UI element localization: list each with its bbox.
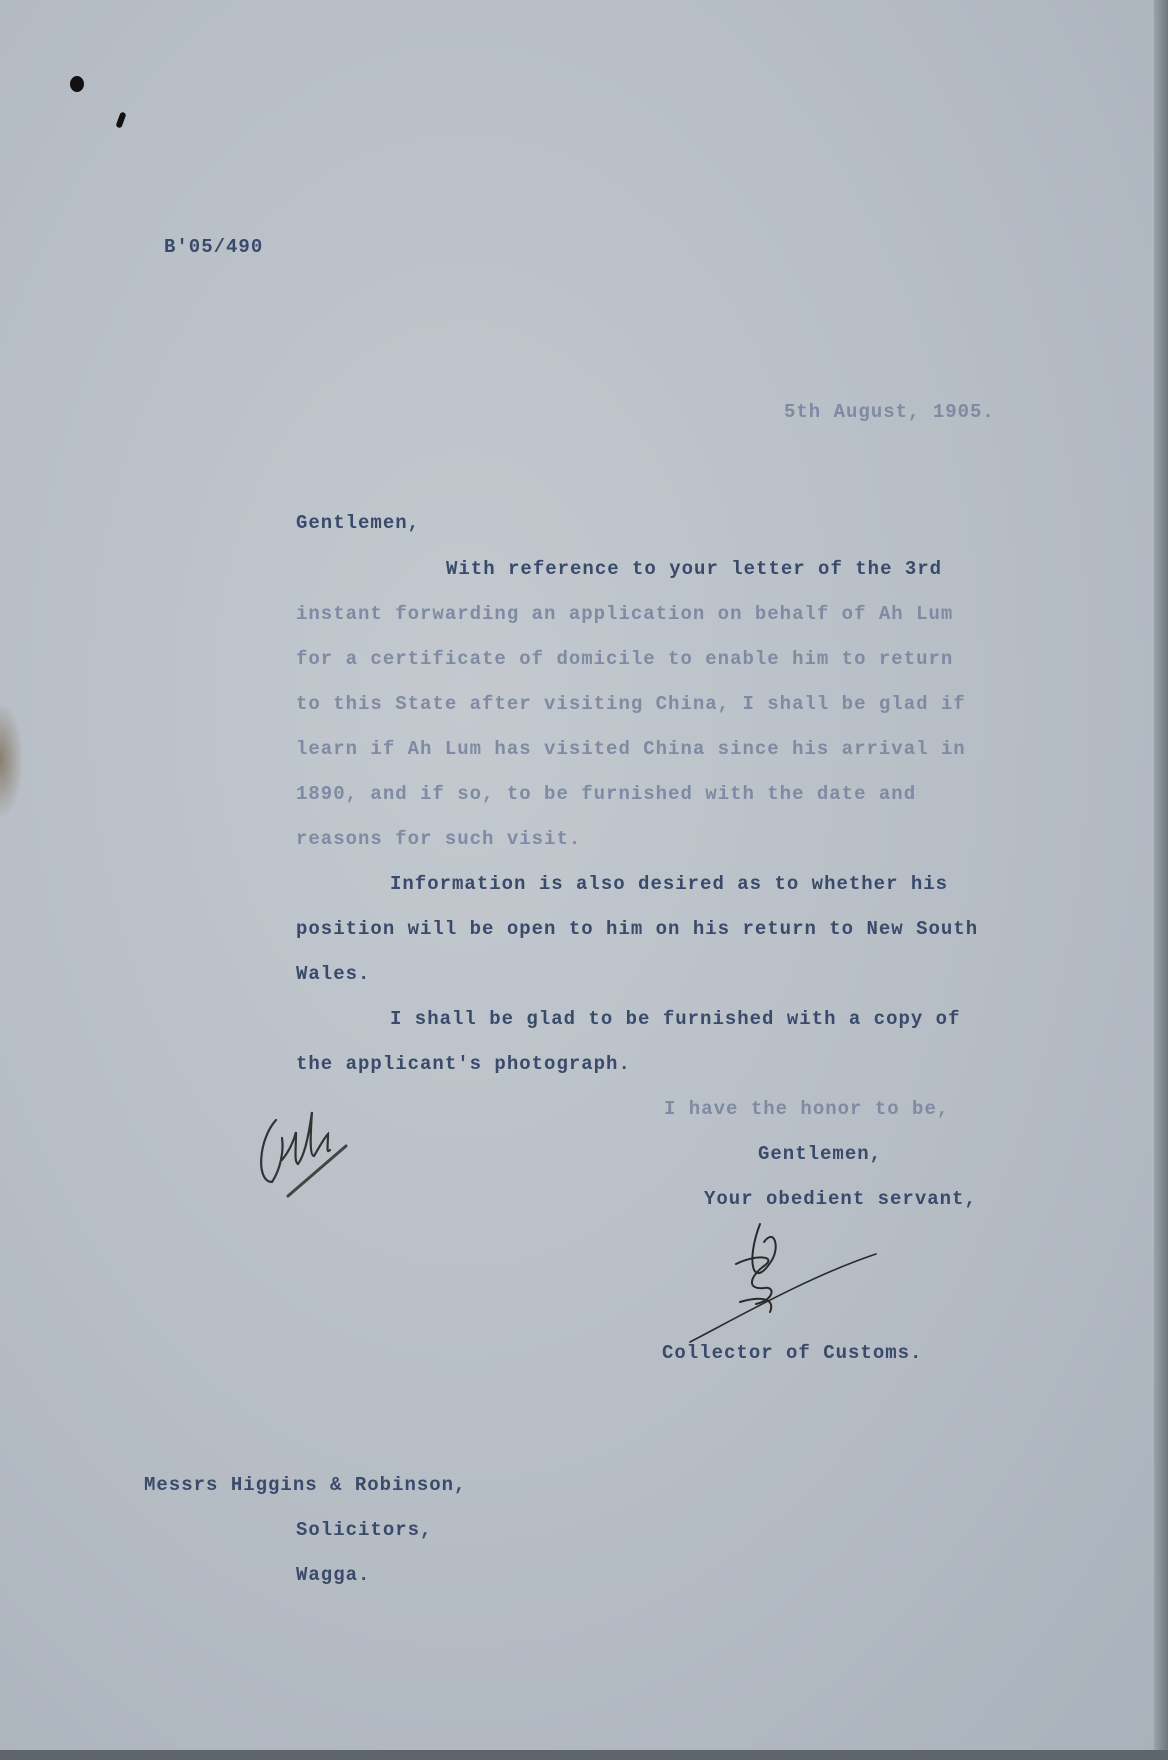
body-line: to this State after visiting China, I shall be glad if [296, 693, 966, 715]
page-bottom-shadow [0, 1750, 1168, 1760]
body-line: position will be open to him on his return to New South [296, 918, 979, 940]
body-line: 1890, and if so, to be furnished with the date and [296, 783, 917, 805]
body-line: Wales. [296, 963, 371, 985]
address-line: Messrs Higgins & Robinson, [144, 1474, 467, 1496]
salutation: Gentlemen, [296, 512, 421, 534]
closing-line: I have the honor to be, [664, 1098, 950, 1120]
body-line: I shall be glad to be furnished with a copy of [390, 1008, 961, 1030]
body-line: the applicant's photograph. [296, 1053, 631, 1075]
address-line: Solicitors, [296, 1519, 433, 1541]
ink-blot-mark [70, 76, 84, 92]
body-line: reasons for such visit. [296, 828, 582, 850]
body-line: for a certificate of domicile to enable him to return [296, 648, 954, 670]
collector-signature-mark [680, 1220, 880, 1350]
paper-stain [0, 705, 22, 815]
page-edge-shadow [1154, 0, 1168, 1760]
reference-number: B'05/490 [164, 236, 264, 258]
body-line: With reference to your letter of the 3rd [446, 558, 943, 580]
signatory-title: Collector of Customs. [662, 1342, 923, 1364]
body-line: Information is also desired as to whether his [390, 873, 949, 895]
closing-line: Gentlemen, [758, 1143, 883, 1165]
body-line: learn if Ah Lum has visited China since his arrival in [296, 738, 966, 760]
pencil-initials-mark [250, 1090, 360, 1210]
letter-date: 5th August, 1905. [784, 401, 995, 423]
address-line: Wagga. [296, 1564, 371, 1586]
body-line: instant forwarding an application on behalf of Ah Lum [296, 603, 954, 625]
closing-line: Your obedient servant, [704, 1188, 977, 1210]
